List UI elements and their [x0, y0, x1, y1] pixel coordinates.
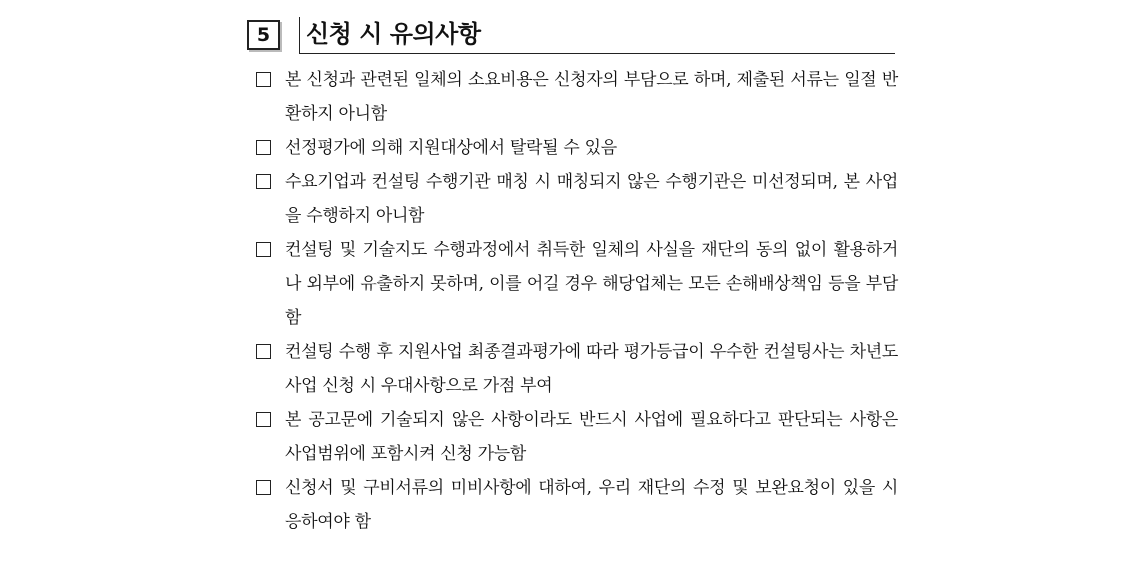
notice-item: [256, 131, 898, 165]
checkbox-icon: [256, 412, 271, 427]
checkbox-icon: [256, 140, 271, 155]
checkbox-icon: [256, 480, 271, 495]
notice-item-text: 신청서 및 구비서류의 미비사항에 대하여, 우리 재단의 수정 및 보완요청이 있을 시 응하여야 함: [285, 478, 898, 532]
notice-item-text: 선정평가에 의해 지원대상에서 탈락될 수 있음: [285, 138, 617, 158]
section-header: [247, 17, 895, 55]
checkbox-icon: [256, 242, 271, 257]
notice-item: [256, 233, 898, 335]
checkbox-icon: [256, 344, 271, 359]
notice-item: [256, 165, 898, 233]
notice-item-text: 컨설팅 및 기술지도 수행과정에서 취득한 일체의 사실을 재단의 동의 없이 활용하거나 외부에 유출하지 못하며, 이를 어길 경우 해당업체는 모든 손해배상책임 등을 부담함: [285, 240, 898, 328]
notice-item: [256, 335, 898, 403]
notice-item-text: 본 공고문에 기술되지 않은 사항이라도 반드시 사업에 필요하다고 판단되는 사항은 사업범위에 포함시켜 신청 가능함: [285, 410, 898, 464]
notice-list: [256, 63, 898, 539]
checkbox-icon: [256, 174, 271, 189]
section-title: 신청 시 유의사항: [306, 20, 481, 48]
notice-item-text: 컨설팅 수행 후 지원사업 최종결과평가에 따라 평가등급이 우수한 컨설팅사는 차년도 사업 신청 시 우대사항으로 가점 부여: [285, 342, 898, 396]
notice-item: [256, 471, 898, 539]
section-number-box: 5: [247, 20, 280, 50]
section-title-bar: [299, 17, 895, 54]
notice-item: [256, 403, 898, 471]
notice-item-text: 수요기업과 컨설팅 수행기관 매칭 시 매칭되지 않은 수행기관은 미선정되며, 본 사업을 수행하지 아니함: [285, 172, 898, 226]
notice-item: [256, 63, 898, 131]
checkbox-icon: [256, 72, 271, 87]
notice-item-text: 본 신청과 관련된 일체의 소요비용은 신청자의 부담으로 하며, 제출된 서류는 일절 반환하지 아니함: [285, 70, 898, 124]
